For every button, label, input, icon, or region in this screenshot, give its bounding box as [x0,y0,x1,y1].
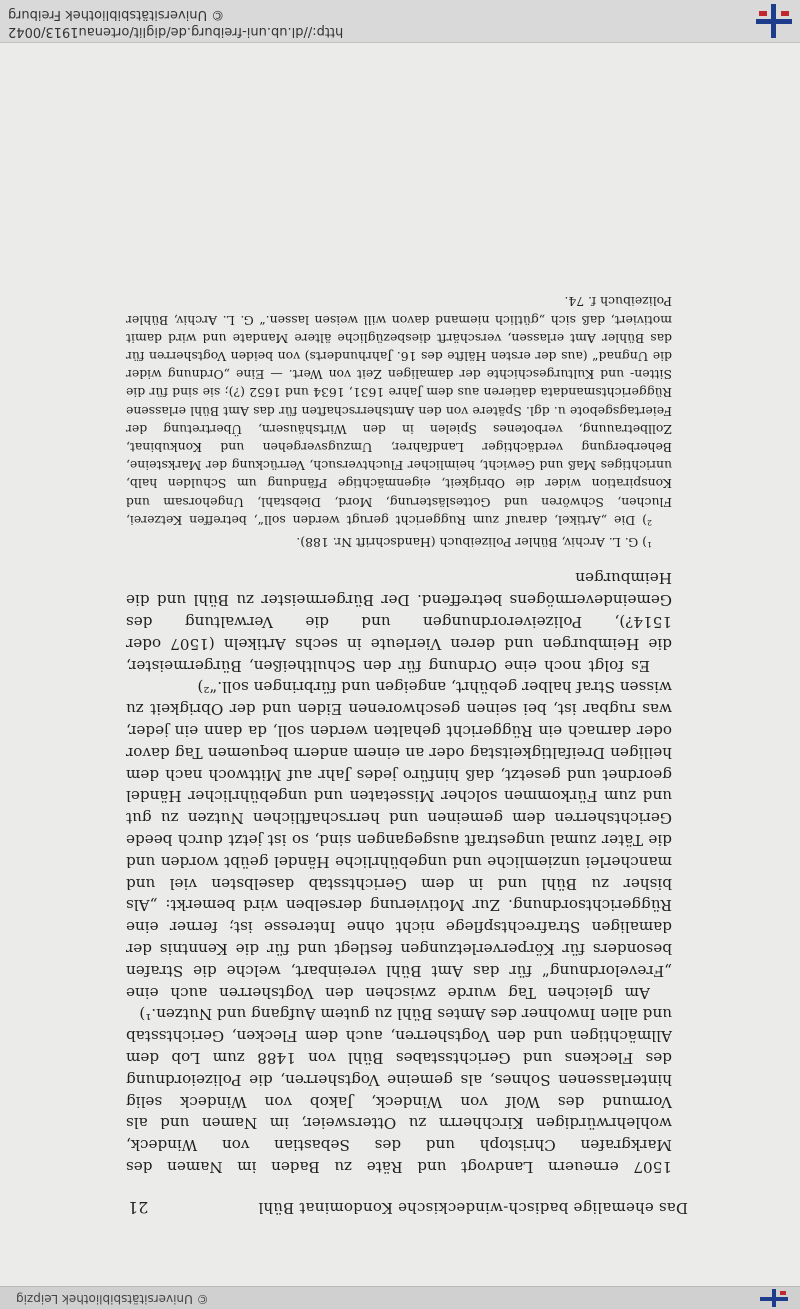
scanned-page [0,42,800,1287]
paragraph: Es folgt noch eine Ordnung für den Schultheißen, Bürgermeister, die Heimburgen und deren Vierleute in sechs Artikeln (1507 oder 1514?), Polizeiverordnungen und die Verwaltung des Gemeindevermögens betreffend. Der Bürgermeister zu Bühl und die Heimburgen [126,569,672,675]
page-number: 21 [128,1198,149,1217]
page-header [128,1193,688,1217]
university-library-logo [756,4,792,38]
footnote: ²) Die „Artikel, darauf zum Ruggericht gerugt werden soll“, betreffen Ketzerei, Fluchen, Schwören und Gotteslästerung, Mord, Diebstahl, Ungehorsam und Konspiration wider die Obrigkeit, eigenmächtige Pfändung um Schulden halb, unrichtiges Maß und Gewicht, heimlicher Fluchtversuch, Verrückung der Marksteine, Beherbergung verdächtiger Landfahrer, Umzugsvergehen und Konkubinat, Zollbetrauung, verbotenes Spielen in den Wirtshäusern, Übertretung der Feiertagsgebote u. dgl. Spätere von den Amtsherrschaften für das Amt Bühl erlassene Rüggerichtsmandata datieren aus dem Jahre 1631, 1634 und 1652 (?); sie sind für die Sitten- und Kulturgeschichte der damaligen Zeit von Wert. — Eine „Ordnung wider die Ungnad“ (aus der ersten Hälfte des 16. Jahrhunderts) von beiden Vogtsherren für das Bühler Amt erlassen, verschärft diesbezügliche ältere Mandate und wird damit motiviert, daß sich „gütlich niemand davon will weisen lassen.“ G. L. Archiv, Bühler Polizeibuch f. 74. [126,294,672,528]
main-text [126,567,672,1177]
library-header-bar [0,0,800,43]
running-head: Das ehemalige badisch-windeckische Kondominat Bühl [258,1199,688,1217]
footnote: ¹) G. L. Archiv, Bühler Polizeibuch (Handschrift Nr. 188). [296,535,652,550]
university-library-logo [760,1289,788,1307]
paragraph: Am gleichen Tag wurde zwischen den Vogtsherren auch eine „Frevelordnung“ für das Amt Bühl vereinbart, welche die Strafen besonders für Körperverletzungen festlegt und für die Kenntnis der damaligen Strafrechtspflege nicht ohne Interesse ist; ferner eine Rüggerichtsordnung. Zur Motivierung derselben wird bemerkt: „Als bisher zu Bühl und in dem Gerichtsstab daselbsten viel und mancherlei unziemliche und ungebührliche Händel geübt worden und die Täter zumal ungestraft ausgegangen sind, so ist jetzt durch beede Gerichtsherren dem gemeinen und herrschaftlichen Nutzen zu gut und zum Fürkommen solcher Missetaten und ungebührlicher Händel geordnet und gesetzt, daß hinfüro jedes Jahr auf Mittwoch nach dem heiligen Dreifaltigkeitstag oder an einem andern bequemen Tag davor oder darnach ein Rüggericht gehalten werden soll, da dann ein jeder, was rugbar ist, bei seinen geschworenen Eiden und der Obrigkeit zu wissen Straf halber gebührt, angeigen und fürbringen soll.“²) [126,678,672,1002]
source-url[interactable]: http://dl.ub.uni-freiburg.de/diglit/ortenau1913/0042 [8,24,344,39]
library-copyright: © Universitätsbibliothek Freiburg [8,7,225,22]
paragraph: 1507 erneuern Landvogt und Räte zu Baden im Namen des Markgrafen Christoph und des Sebastian von Windeck, wohlehrwürdigen Kirchherrn zu Ottersweier, im Namen und als Vormund des Wolf von Windeck, Jakob von Windeck selig hinterlassenen Sohnes, als gemeine Vogtsherren, die Polizeiordnung des Fleckens und Gerichtsstabes Bühl von 1488 zum Lob dem Allmächtigen und den Vogtsherren, auch dem Flecken, Gerichtsstab und allen Inwohner des Amtes Bühl zu gutem Aufgang und Nutzen.¹) [126,1005,672,1176]
footnotes [126,288,672,551]
source-url-block [8,6,343,40]
bottom-copyright: © Universitätsbibliothek Leipzig [16,1292,209,1306]
library-footer-bar [0,1286,800,1309]
